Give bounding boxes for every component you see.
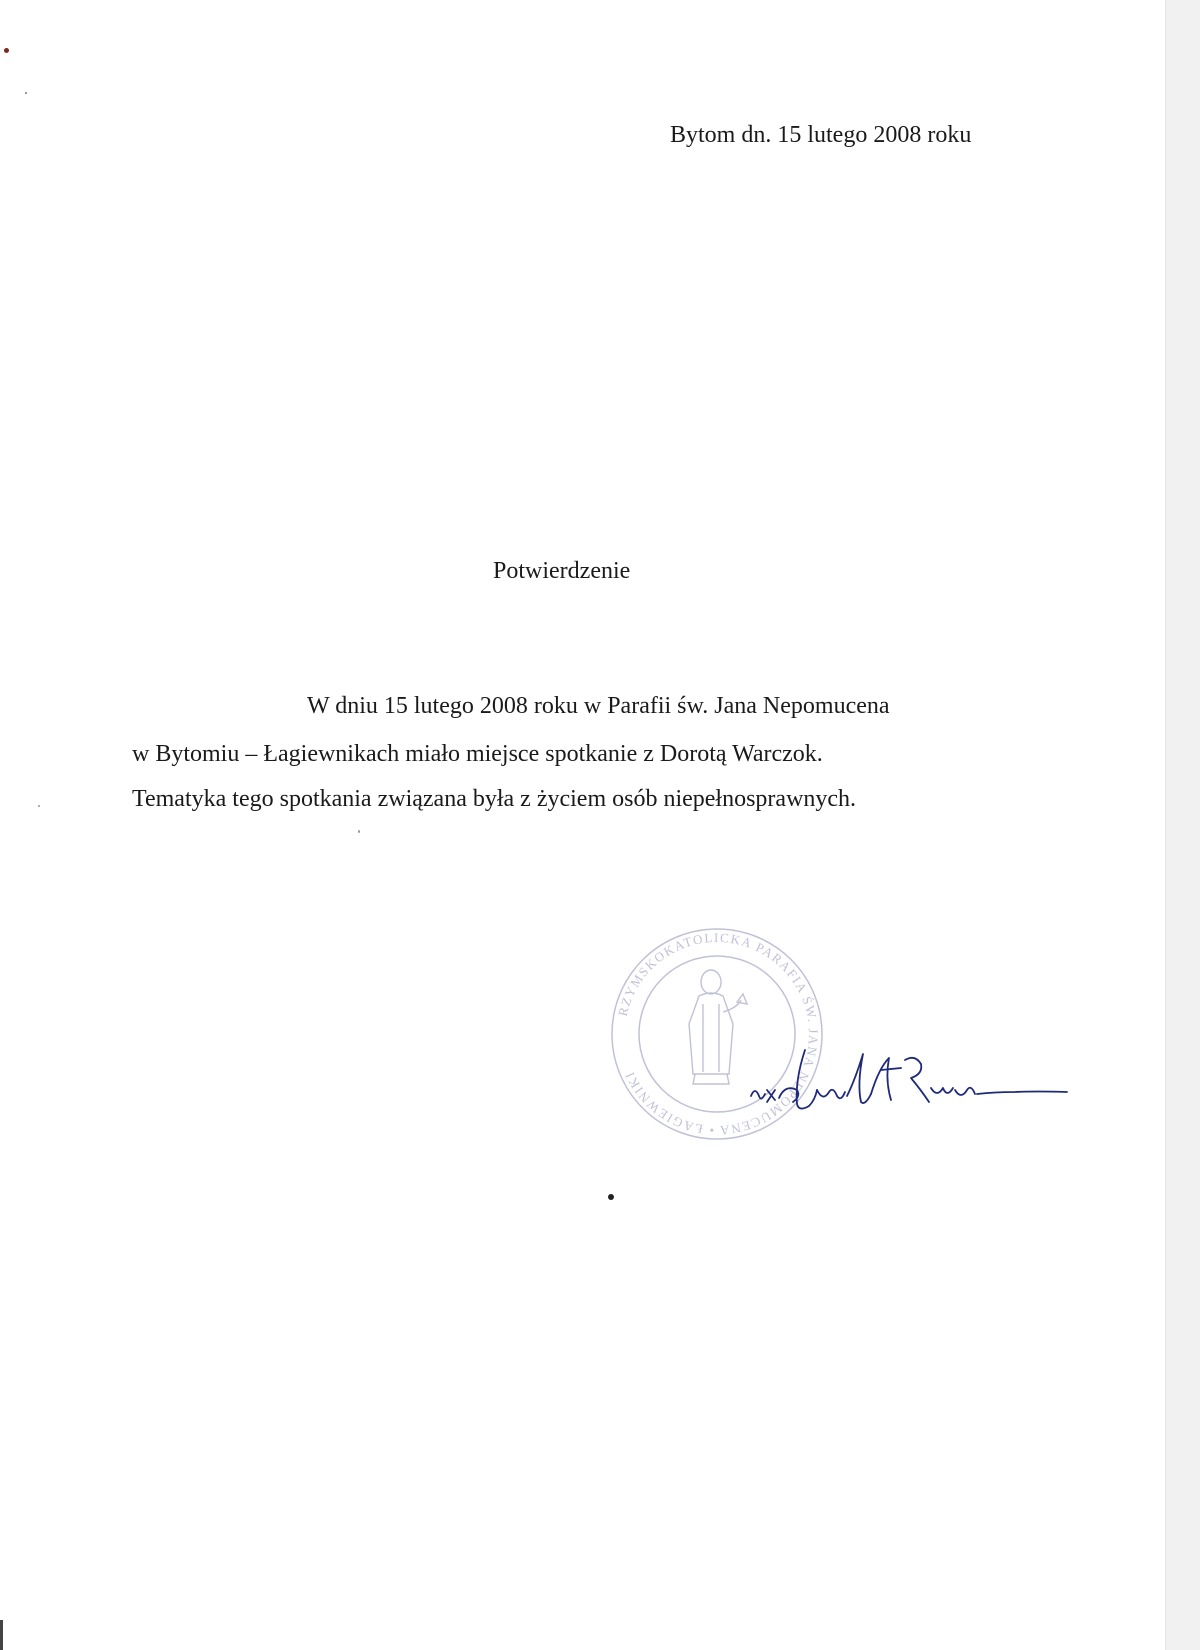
saint-figure-icon (689, 970, 747, 1084)
body-line: W dniu 15 lutego 2008 roku w Parafii św. Jana Nepomucena (307, 693, 890, 719)
body-line: Tematyka tego spotkania związana była z życiem osób niepełnosprawnych. (132, 786, 857, 812)
scan-edge-mark (0, 1620, 3, 1650)
scan-speck (4, 48, 9, 53)
body-line: w Bytomiu – Łagiewnikach miało miejsce spotkanie z Dorotą Warczok. (132, 741, 823, 767)
scan-speck (38, 805, 40, 807)
stamp-text: RZYMSKOKATOLICKA PARAFIA ŚW. JANA NEPOMUCENA • ŁAGIEWNIKI (614, 929, 822, 1139)
scan-edge (1165, 0, 1200, 1650)
scan-speck (608, 1194, 614, 1200)
scan-speck (358, 830, 360, 833)
signature (745, 1040, 1075, 1120)
scan-speck (25, 92, 27, 94)
place-date: Bytom dn. 15 lutego 2008 roku (670, 122, 972, 148)
document-title: Potwierdzenie (493, 558, 631, 584)
